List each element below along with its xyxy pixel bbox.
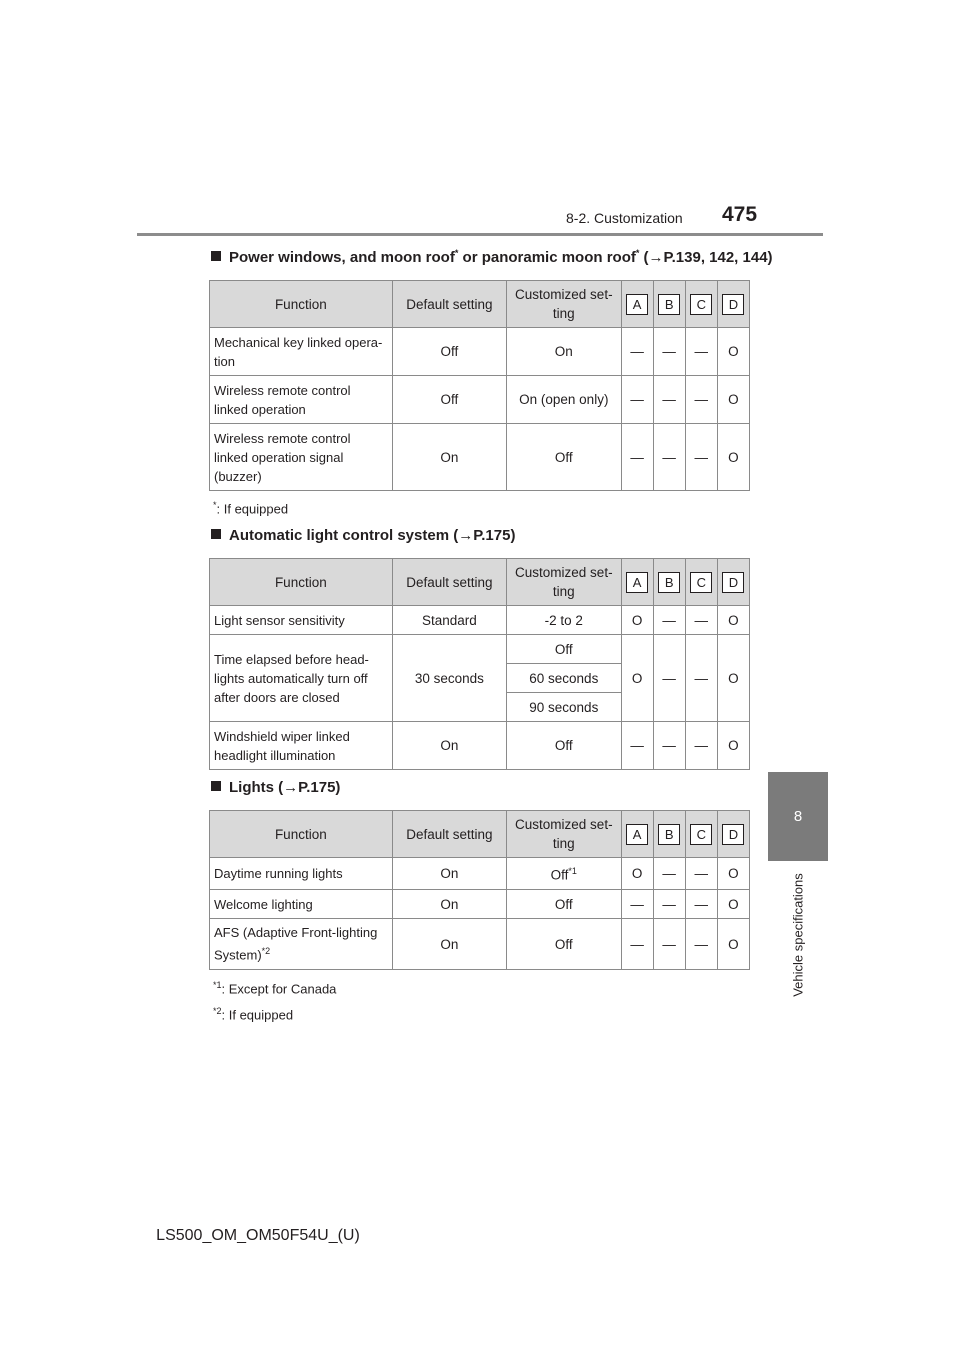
table-header-row	[210, 559, 750, 606]
bullet-square-icon	[211, 251, 221, 261]
table-header-row	[210, 281, 750, 328]
table-row: 90 seconds	[210, 693, 750, 722]
bullet-square-icon	[211, 781, 221, 791]
chapter-label: Vehicle specifications	[790, 873, 806, 997]
header-customized: Customized set- ting	[507, 281, 621, 328]
header-col-b: B	[653, 281, 685, 328]
table-row: Daytime running lights On Off$^{*1}$ O — — O	[210, 858, 750, 890]
header-function: Function	[210, 559, 393, 606]
page-number: 475	[722, 203, 758, 226]
table-row: Light sensor sensitivity Standard -2 to 2 O — — O	[210, 606, 750, 635]
header-customized: Customized set- ting	[507, 559, 621, 606]
header-customized: Customized set- ting	[507, 811, 621, 858]
header-default: Default setting	[392, 811, 506, 858]
table-row: 60 seconds	[210, 664, 750, 693]
chapter-tab	[768, 772, 828, 861]
table-row: Windshield wiper linked headlight illumination On Off — — — O	[210, 722, 750, 770]
table-header-row	[210, 811, 750, 858]
table-row: Wireless remote control linked operation signal (buzzer) On Off — — — O	[210, 424, 750, 491]
bullet-square-icon	[211, 529, 221, 539]
header-col-d: D	[717, 811, 749, 858]
auto-light-table	[209, 558, 750, 770]
lights-table	[209, 810, 750, 970]
table-row: Time elapsed before head- lights automatically turn off after doors are closed 30 seconds Off O — — O	[210, 635, 750, 664]
footnote-except-canada: $^{*1}$: Except for Canada	[213, 980, 337, 997]
power-windows-table	[209, 280, 750, 491]
header-col-b: B	[653, 811, 685, 858]
header-col-c: C	[685, 559, 717, 606]
header-default: Default setting	[392, 559, 506, 606]
footer-document-code: LS500_OM_OM50F54U_(U)	[156, 1227, 360, 1244]
header-col-a: A	[621, 559, 653, 606]
section-heading-auto-light: Automatic light control system (→P.175)	[211, 527, 515, 544]
header-function: Function	[210, 811, 393, 858]
header-rule	[137, 233, 823, 236]
header-col-c: C	[685, 281, 717, 328]
header-col-a: A	[621, 281, 653, 328]
header-function: Function	[210, 281, 393, 328]
header-col-d: D	[717, 281, 749, 328]
table-row: Welcome lighting On Off — — — O	[210, 890, 750, 919]
chapter-label-container	[768, 865, 828, 1005]
footnote-if-equipped: *: If equipped	[213, 500, 289, 517]
header-col-c: C	[685, 811, 717, 858]
chapter-number: 8	[793, 808, 803, 825]
table-row: Wireless remote control linked operation Off On (open only) — — — O	[210, 376, 750, 424]
footnote-if-equipped-2: $^{*2}$: If equipped	[213, 1006, 294, 1023]
table-row: AFS (Adaptive Front-lighting System)$^{*2}$ On Off — — — O	[210, 919, 750, 970]
section-heading-power-windows: Power windows, and moon roof* or panoramic moon roof* (→P.139, 142, 144)	[211, 248, 773, 266]
header-col-d: D	[717, 559, 749, 606]
header-default: Default setting	[392, 281, 506, 328]
table-row: Mechanical key linked opera- tion Off On — — — O	[210, 328, 750, 376]
header-col-a: A	[621, 811, 653, 858]
running-header-section: 8-2. Customization	[566, 210, 683, 226]
section-heading-lights: Lights (→P.175)	[211, 779, 340, 796]
header-col-b: B	[653, 559, 685, 606]
